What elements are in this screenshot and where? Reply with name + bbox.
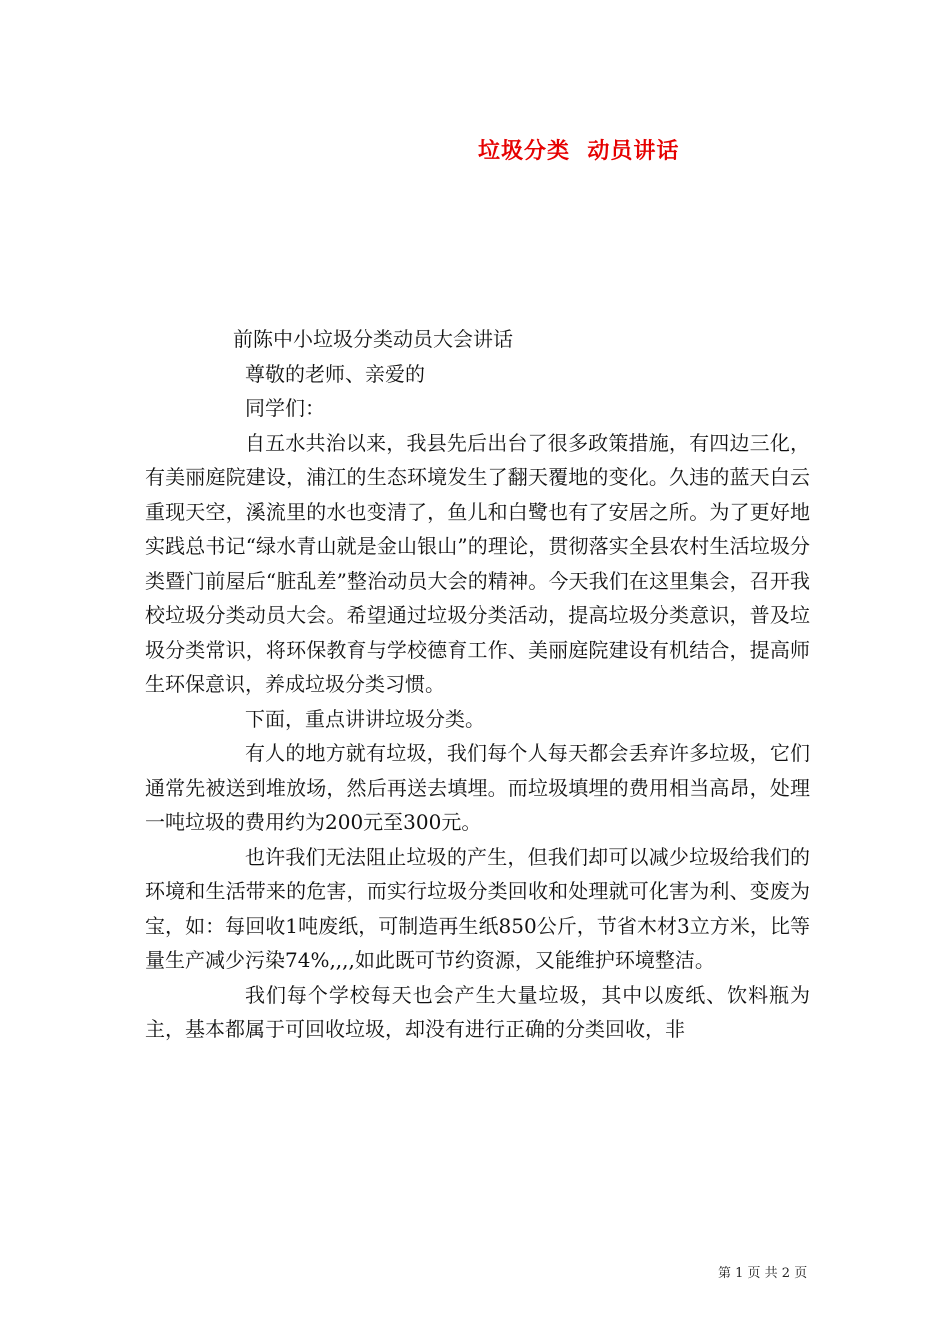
paragraph-1: 自五水共治以来，我县先后出台了很多政策措施，有四边三化，有美丽庭院建设，浦江的生态环境发生了翻天覆地的变化。久违的蓝天白云重现天空，溪流里的水也变清了，鱼儿和白鹭也有了安居之所。为了更好地实践总书记“绿水青山就是金山银山”的理论，贯彻落实全县农村生活垃圾分类暨门前屋后“脏乱差”整治动员大会的精神。今天我们在这里集会，召开我校垃圾分类动员大会。希望通过垃圾分类活动，提高垃圾分类意识，普及垃圾分类常识，将环保教育与学校德育工作、美丽庭院建设有机结合，提高师生环保意识，养成垃圾分类习惯。 (145, 430, 810, 696)
speech-subtitle: 前陈中小垃圾分类动员大会讲话 (233, 327, 513, 351)
paragraph-3: 有人的地方就有垃圾，我们每个人每天都会丢弃许多垃圾，它们通常先被送到堆放场，然后再送去填埋。而垃圾填埋的费用相当高昂，处理一吨垃圾的费用约为200元至300元。 (145, 741, 810, 834)
document-title: 垃圾分类 动员讲话 (478, 138, 680, 164)
paragraph-4: 也许我们无法阻止垃圾的产生，但我们却可以减少垃圾给我们的环境和生活带来的危害，而实行垃圾分类回收和处理就可化害为利、变废为宝，如：每回收1吨废纸，可制造再生纸850公斤，节省木材3立方米，比等量生产减少污染74%,,,,如此既可节约资源，又能维护环境整洁。 (145, 844, 810, 972)
paragraph-5: 我们每个学校每天也会产生大量垃圾，其中以废纸、饮料瓶为主，基本都属于可回收垃圾，却没有进行正确的分类回收，非 (145, 982, 810, 1041)
page-number-footer: 第 1 页 共 2 页 (718, 1266, 808, 1281)
greeting-line-1: 尊敬的老师、亲爱的 (245, 361, 425, 386)
greeting-line-2: 同学们： (245, 396, 325, 420)
document-body (145, 322, 810, 1047)
paragraph-2: 下面，重点讲讲垃圾分类。 (245, 706, 485, 731)
